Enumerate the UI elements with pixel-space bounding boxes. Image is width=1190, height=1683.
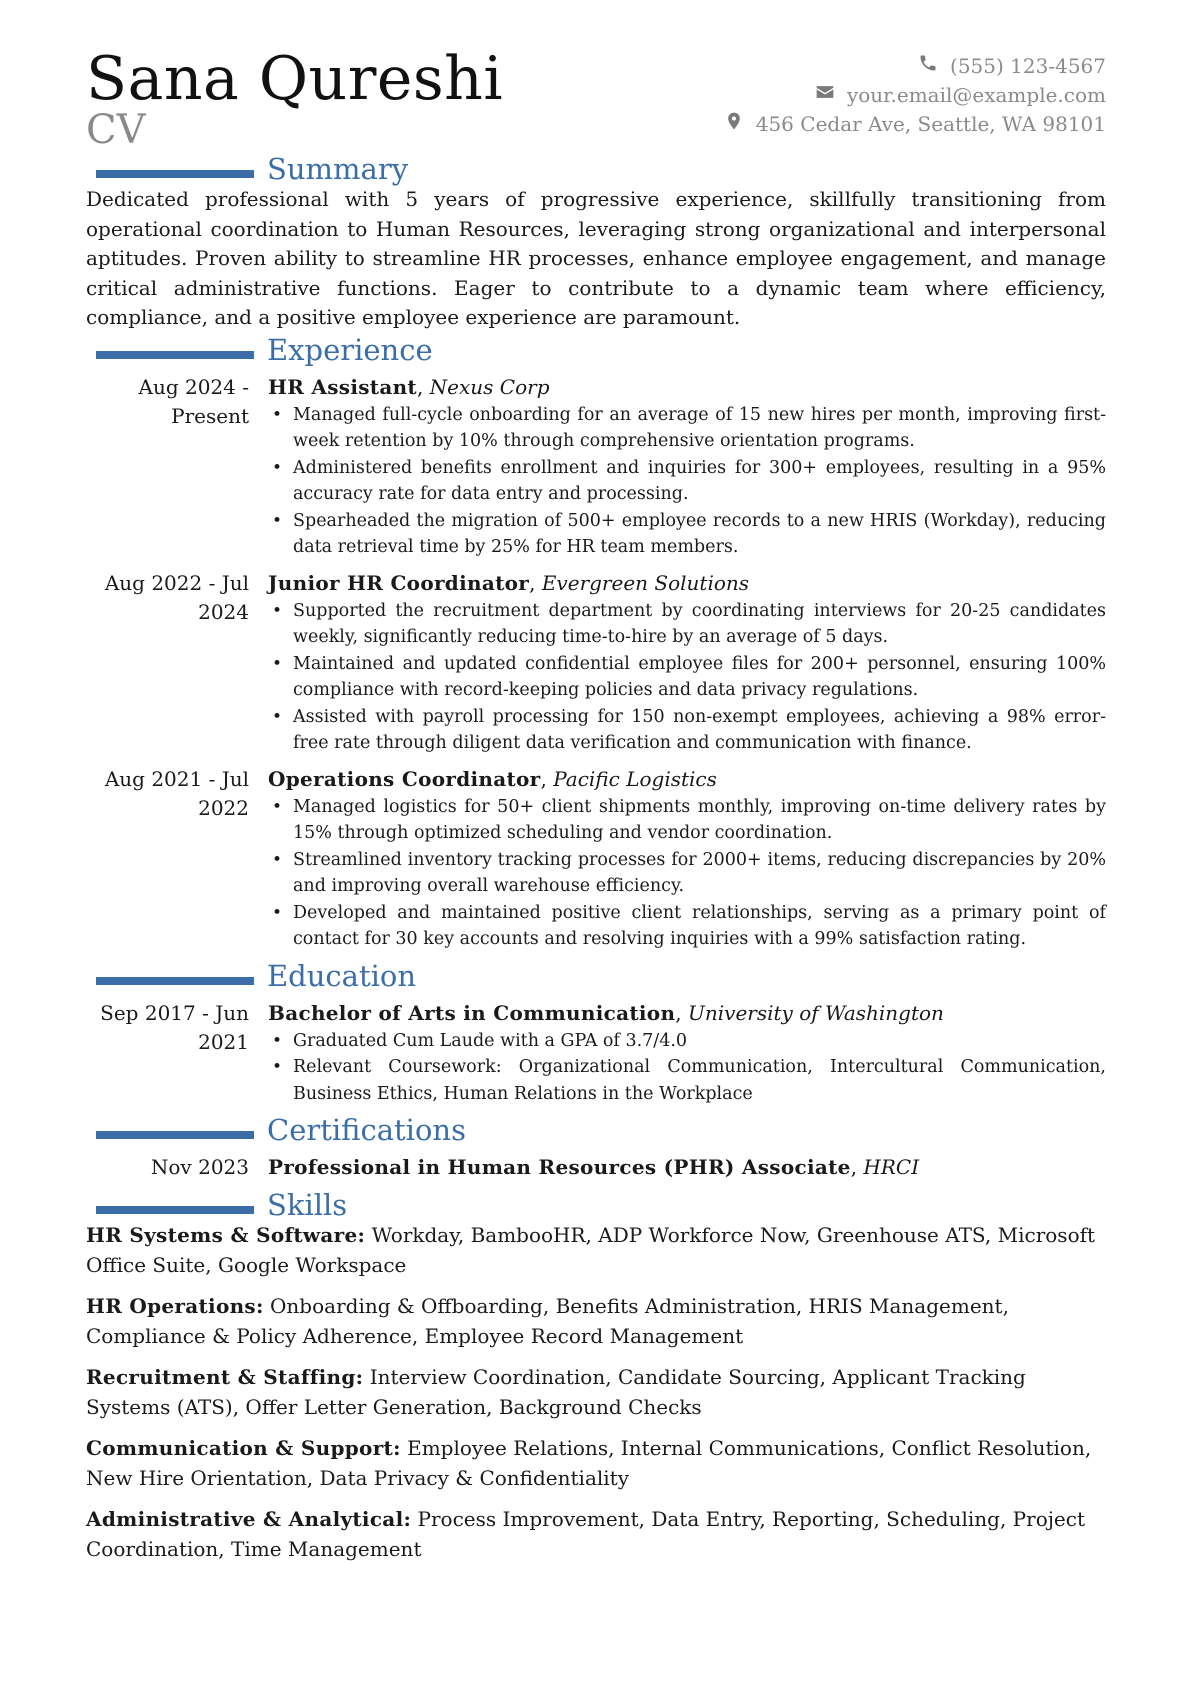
bullet-item: • Maintained and updated confidential employee files for 200+ personnel, ensuring 100% compliance with record-keeping policies and data privacy regulations. — [268, 651, 1106, 704]
skill-items: Employee Relations, Internal Communications, Conflict Resolution, New Hire Orientation, Data Privacy & Confidentiality — [86, 1436, 1092, 1490]
entry — [86, 373, 1106, 561]
bullet-item: • Graduated Cum Laude with a GPA of 3.7/4.0 — [268, 1028, 1106, 1055]
entry-heading: Bachelor of Arts in Communication, University of Washington — [268, 1000, 944, 1025]
entry-organization: Pacific Logistics — [553, 766, 717, 791]
bullet-list — [268, 598, 1106, 757]
skill-line — [86, 1434, 1106, 1493]
skill-line — [86, 1221, 1106, 1280]
entry-heading: HR Assistant, Nexus Corp — [268, 374, 550, 399]
bullet-list — [268, 794, 1106, 953]
skills-heading — [86, 1190, 1106, 1224]
entry-title: Junior HR Coordinator — [268, 570, 530, 595]
section-title: Summary — [267, 152, 409, 186]
entry — [86, 1153, 1106, 1182]
entry-organization: University of Washington — [688, 1000, 944, 1025]
section-accent-bar — [96, 1131, 254, 1139]
skill-items: Interview Coordination, Candidate Sourcing, Applicant Tracking Systems (ATS), Offer Letter Generation, Background Checks — [86, 1365, 1026, 1419]
phone-icon — [918, 52, 938, 81]
contact-email — [724, 81, 1106, 110]
skill-line — [86, 1363, 1106, 1422]
skill-items: Workday, BambooHR, ADP Workforce Now, Greenhouse ATS, Microsoft Office Suite, Google Workspace — [86, 1223, 1096, 1277]
bullet-item: • Spearheaded the migration of 500+ employee records to a new HRIS (Workday), reducing data retrieval time by 25% for HR team members. — [268, 508, 1106, 561]
skill-category: HR Operations: — [86, 1294, 264, 1318]
education-heading — [86, 958, 1106, 995]
summary-text: Dedicated professional with 5 years of progressive experience, skillfully transitioning from operational coordination to Human Resources, leveraging strong organizational and interpersonal aptitudes. Proven ability to streamline HR processes, enhance employee engagement, and manage critical administrative functions. Eager to contribute to a dynamic team where efficiency, compliance, and a positive employee experience are paramount. — [86, 187, 1106, 329]
entry-heading: Operations Coordinator, Pacific Logistics — [268, 766, 717, 791]
contact-address — [724, 110, 1106, 139]
skill-items: Onboarding & Offboarding, Benefits Administration, HRIS Management, Compliance & Policy Adherence, Employee Record Management — [86, 1294, 1009, 1348]
candidate-name: Sana Qureshi — [86, 44, 504, 114]
entry-date: Aug 2022 - Jul 2024 — [104, 570, 249, 624]
section-accent-bar — [96, 170, 254, 178]
skill-category: Administrative & Analytical: — [86, 1507, 412, 1531]
map-pin-icon — [724, 110, 744, 139]
bullet-item: • Relevant Coursework: Organizational Communication, Intercultural Communication, Business Ethics, Human Relations in the Workplace — [268, 1054, 1106, 1107]
skill-category: Communication & Support: — [86, 1436, 401, 1460]
contact-block — [724, 52, 1106, 139]
section-accent-bar — [96, 351, 254, 359]
section-title: Skills — [267, 1188, 348, 1222]
entry-date: Nov 2023 — [150, 1155, 249, 1179]
education-list — [86, 999, 1106, 1108]
entry — [86, 999, 1106, 1108]
document-subtitle: CV — [86, 107, 146, 153]
envelope-icon — [815, 81, 835, 110]
entry — [86, 765, 1106, 953]
summary-heading — [86, 154, 1106, 188]
resume-page — [86, 0, 1106, 1683]
skill-line — [86, 1292, 1106, 1351]
experience-heading — [86, 332, 1106, 369]
section-title: Experience — [267, 332, 433, 367]
section-title: Education — [267, 958, 417, 993]
resume-header — [86, 0, 1106, 154]
bullet-item: • Managed logistics for 50+ client shipments monthly, improving on-time delivery rates by 15% through optimized scheduling and vendor coordination. — [268, 794, 1106, 847]
entry-body — [268, 1153, 1106, 1182]
section-accent-bar — [96, 1206, 254, 1214]
entry-date: Aug 2024 - Present — [138, 374, 249, 428]
bullet-list — [268, 1028, 1106, 1108]
entry-body — [268, 569, 1106, 757]
entry-body — [268, 373, 1106, 561]
bullet-item: • Streamlined inventory tracking processes for 2000+ items, reducing discrepancies by 20% and improving overall warehouse efficiency. — [268, 847, 1106, 900]
contact-phone — [724, 52, 1106, 81]
skill-category: HR Systems & Software: — [86, 1223, 366, 1247]
email-address[interactable]: your.email@example.com — [846, 83, 1106, 107]
bullet-item: • Supported the recruitment department by coordinating interviews for 20-25 candidates weekly, significantly reducing time-to-hire by an average of 5 days. — [268, 598, 1106, 651]
entry-heading: Junior HR Coordinator, Evergreen Solutions — [268, 570, 750, 595]
entry-heading: Professional in Human Resources (PHR) Associate, HRCI — [268, 1155, 920, 1179]
skill-category: Recruitment & Staffing: — [86, 1365, 364, 1389]
skill-items: Process Improvement, Data Entry, Reporting, Scheduling, Project Coordination, Time Management — [86, 1507, 1086, 1561]
entry-organization: HRCI — [863, 1155, 920, 1179]
entry-organization: Nexus Corp — [429, 374, 550, 399]
bullet-item: • Managed full-cycle onboarding for an average of 15 new hires per month, improving first-week retention by 10% through comprehensive orientation programs. — [268, 402, 1106, 455]
certifications-heading — [86, 1115, 1106, 1149]
entry-date: Aug 2021 - Jul 2022 — [104, 766, 249, 820]
bullet-item: • Developed and maintained positive client relationships, serving as a primary point of contact for 30 key accounts and resolving inquiries with a 99% satisfaction rating. — [268, 900, 1106, 953]
section-title: Certifications — [267, 1113, 466, 1147]
street-address: 456 Cedar Ave, Seattle, WA 98101 — [755, 112, 1106, 136]
entry-title: Bachelor of Arts in Communication — [268, 1000, 676, 1025]
entry-title: Operations Coordinator — [268, 766, 541, 791]
entry — [86, 569, 1106, 757]
entry-organization: Evergreen Solutions — [541, 570, 750, 595]
bullet-list — [268, 402, 1106, 561]
certifications-list — [86, 1153, 1106, 1182]
experience-list — [86, 373, 1106, 953]
entry-title: Professional in Human Resources (PHR) Associate — [268, 1155, 851, 1179]
bullet-item: • Administered benefits enrollment and inquiries for 300+ employees, resulting in a 95% accuracy rate for data entry and processing. — [268, 455, 1106, 508]
entry-date: Sep 2017 - Jun 2021 — [100, 1000, 249, 1054]
section-accent-bar — [96, 977, 254, 985]
bullet-item: • Assisted with payroll processing for 150 non-exempt employees, achieving a 98% error-free rate through diligent data verification and communication with finance. — [268, 704, 1106, 757]
entry-body — [268, 765, 1106, 953]
skills-list — [86, 1221, 1106, 1564]
phone-number: (555) 123-4567 — [950, 54, 1106, 78]
entry-title: HR Assistant — [268, 374, 417, 399]
entry-body — [268, 999, 1106, 1108]
skill-line — [86, 1505, 1106, 1564]
